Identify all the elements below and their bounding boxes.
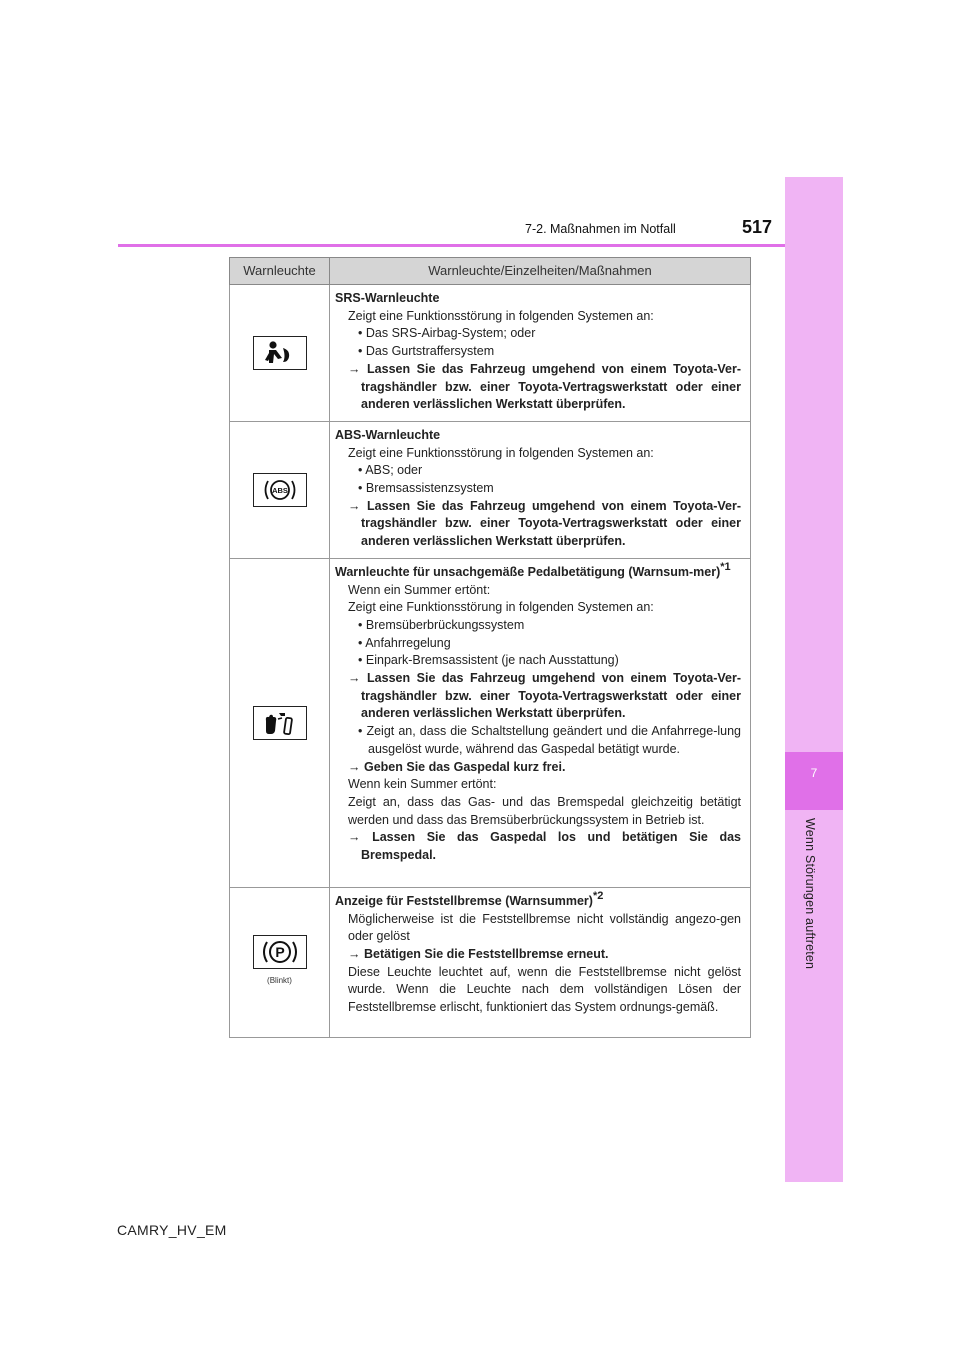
header-rule <box>118 244 785 247</box>
detail-cell <box>330 887 751 1037</box>
parking-brake-icon <box>253 935 307 969</box>
row-action: → Geben Sie das Gaspedal kurz frei. <box>348 759 566 774</box>
arrow-icon: → <box>348 498 361 513</box>
arrow-icon: → <box>348 361 361 376</box>
col-header-details: Warnleuchte/Einzelheiten/Maßnahmen <box>330 258 751 285</box>
col-header-warnleuchte: Warnleuchte <box>230 258 330 285</box>
list-item: • Bremsüberbrückungssystem <box>358 617 525 632</box>
footnote-ref: *1 <box>720 560 731 573</box>
arrow-icon: → <box>348 830 361 845</box>
chapter-side-tab <box>785 177 843 1182</box>
svg-text:P: P <box>274 943 285 960</box>
row-action: → Lassen Sie das Fahrzeug umgehend von einem Toyota-Ver-tragshändler bzw. einer Toyota-Vertragswerkstatt oder einer anderen verlässlichen Werkstatt überprüfen. <box>348 361 741 412</box>
footer-code: CAMRY_HV_EM <box>117 1222 227 1238</box>
icon-cell <box>230 887 330 1037</box>
icon-caption: (Blinkt) <box>267 975 292 985</box>
icon-cell <box>230 285 330 422</box>
list-item: • Das Gurtstraffersystem <box>358 344 495 359</box>
chapter-number: 7 <box>810 766 818 780</box>
abs-icon <box>253 473 307 507</box>
list-item: • Bremsassistenzsystem <box>358 481 494 496</box>
row-text: Möglicherweise ist die Feststellbremse nicht vollständig angezo-gen oder gelöst <box>348 911 741 944</box>
table-row <box>230 558 751 887</box>
detail-cell <box>330 285 751 422</box>
row-title: Anzeige für Feststellbremse (Warnsummer)$^{*2}$ <box>335 889 604 908</box>
detail-cell <box>330 558 751 887</box>
list-item: • ABS; oder <box>358 463 423 478</box>
icon-cell <box>230 421 330 558</box>
arrow-icon: → <box>348 671 361 686</box>
row-action: → Lassen Sie das Fahrzeug umgehend von einem Toyota-Ver-tragshändler bzw. einer Toyota-Vertragswerkstatt oder einer anderen verlässlichen Werkstatt überprüfen. <box>348 671 741 721</box>
row-text: Diese Leuchte leuchtet auf, wenn die Feststellbremse nicht gelöst wurde. Wenn die Leuchte nach dem vollständigen Lösen der Feststellbremse erlischt, funktioniert das System ordnungs-gemäß. <box>348 964 741 1015</box>
row-title: ABS-Warnleuchte <box>335 427 441 442</box>
arrow-icon: → <box>348 946 361 961</box>
footnote-ref: *2 <box>592 889 604 902</box>
row-text: Zeigt an, dass das Gas- und das Bremspedal gleichzeitig betätigt werden und dass das Bremsüberbrückungssystem in Betrieb ist. <box>348 794 741 827</box>
list-item: • Das SRS-Airbag-System; oder <box>358 326 536 341</box>
warning-light-table <box>229 257 751 1038</box>
list-item: • Zeigt an, dass die Schaltstellung geändert und die Anfahrrege-lung ausgelöst wurde, während das Gaspedal betätigt wurde. <box>358 724 741 756</box>
list-item: • Einpark-Bremsassistent (je nach Ausstattung) <box>358 653 619 668</box>
row-action: → Betätigen Sie die Feststellbremse erneut. <box>348 946 609 961</box>
chapter-title: Wenn Störungen auftreten <box>803 818 817 970</box>
row-action: → Lassen Sie das Fahrzeug umgehend von einem Toyota-Ver-tragshändler bzw. einer Toyota-Vertragswerkstatt oder einer anderen verlässlichen Werkstatt überprüfen. <box>348 498 741 549</box>
row-action: → Lassen Sie das Gaspedal los und betätigen Sie das Bremspedal. <box>348 830 741 863</box>
row-sub: Wenn ein Summer ertönt: <box>348 582 491 597</box>
table-row <box>230 421 751 558</box>
arrow-icon: → <box>348 759 361 774</box>
page-number: 517 <box>742 217 773 237</box>
row-sub: Wenn kein Summer ertönt: <box>348 777 497 792</box>
detail-cell <box>330 421 751 558</box>
row-intro: Zeigt eine Funktionsstörung in folgenden Systemen an: <box>348 308 654 323</box>
row-title: SRS-Warnleuchte <box>335 291 440 305</box>
srs-airbag-icon <box>253 336 307 370</box>
svg-text:ABS: ABS <box>271 485 288 495</box>
chapter-number-block <box>785 752 843 810</box>
section-title: 7-2. Maßnahmen im Notfall <box>525 222 676 236</box>
list-item: • Anfahrregelung <box>358 635 451 650</box>
table-header-row <box>230 258 751 285</box>
pedal-warning-icon <box>253 706 307 740</box>
row-intro: Zeigt eine Funktionsstörung in folgenden Systemen an: <box>348 600 654 615</box>
icon-cell <box>230 558 330 887</box>
row-intro: Zeigt eine Funktionsstörung in folgenden Systemen an: <box>348 445 654 460</box>
row-title: Warnleuchte für unsachgemäße Pedalbetätigung (Warnsum-mer)$^{*1}$ <box>335 560 731 579</box>
table-row <box>230 285 751 422</box>
table-row <box>230 887 751 1037</box>
